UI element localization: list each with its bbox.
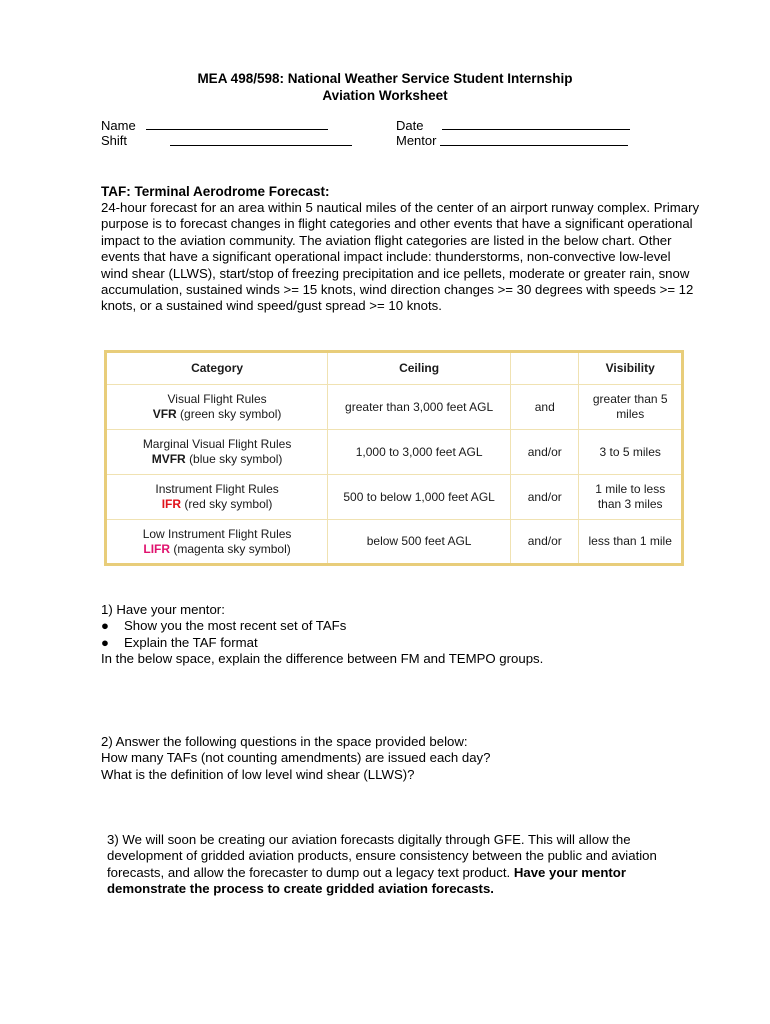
table-row-mvfr bbox=[106, 430, 683, 475]
bullet-icon: ● bbox=[101, 618, 109, 634]
q2-line-2: How many TAFs (not counting amendments) are issued each day? bbox=[101, 750, 491, 766]
q2-line-3: What is the definition of low level wind shear (LLWS)? bbox=[101, 766, 415, 782]
ceiling-cell: 1,000 to 3,000 feet AGL bbox=[328, 430, 511, 475]
ceiling-cell: greater than 3,000 feet AGL bbox=[328, 385, 511, 430]
header-category: Category bbox=[106, 352, 328, 385]
visibility-cell bbox=[579, 385, 683, 430]
ceiling-cell: below 500 feet AGL bbox=[328, 520, 511, 565]
bullet-icon: ● bbox=[101, 634, 109, 650]
category-cell bbox=[106, 475, 328, 520]
category-abbr: IFR bbox=[161, 497, 182, 511]
visibility-value: greater than 5 miles bbox=[592, 392, 668, 421]
title-line-1: MEA 498/598: National Weather Service Student Internship bbox=[197, 71, 573, 86]
category-name: Low Instrument Flight Rules bbox=[142, 526, 292, 541]
question-3 bbox=[107, 832, 687, 898]
q3-text: 3) We will soon be creating our aviation forecasts digitally through GFE. This will allow the development of gridded aviation products, ensure consistency between the public and aviation forecasts, and allow the forecaster to dump out a legacy text product. bbox=[107, 832, 657, 880]
visibility-cell bbox=[579, 475, 683, 520]
q2-intro: 2) Answer the following questions in the space provided below: bbox=[101, 734, 468, 749]
taf-heading: TAF: Terminal Aerodrome Forecast: bbox=[101, 184, 330, 199]
category-symbol: (green sky symbol) bbox=[180, 407, 282, 421]
date-label: Date bbox=[396, 118, 424, 133]
taf-description: 24-hour forecast for an area within 5 nautical miles of the center of an airport runway complex. Primary purpose is to forecast changes in flight categories and other events that have a significant operational impact to the aviation community. The aviation flight categories are listed in the below chart. Other events that have a significant operational impact include: thunderstorms, non-convective low-level wind shear (LLWS), start/stop of freezing precipitation and ice pellets, moderate or greater rain, snow accumulation, sustained winds >= 15 knots, wind direction changes >= 30 degrees with speeds >= 12 knots, or a sustained wind speed/gust spread >= 10 knots. bbox=[101, 200, 700, 314]
question-1 bbox=[101, 602, 543, 668]
shift-field-line[interactable] bbox=[170, 145, 352, 146]
table-row-vfr bbox=[106, 385, 683, 430]
bullet-text: Explain the TAF format bbox=[124, 634, 258, 650]
conjunction-cell: and/or bbox=[511, 430, 579, 475]
category-abbr: VFR bbox=[152, 407, 177, 421]
category-name: Instrument Flight Rules bbox=[155, 482, 279, 496]
bullet-text: Show you the most recent set of TAFs bbox=[124, 618, 347, 634]
name-field-line[interactable] bbox=[146, 129, 328, 130]
name-label: Name bbox=[101, 118, 136, 133]
conjunction-cell: and bbox=[511, 385, 579, 430]
category-symbol: (red sky symbol) bbox=[184, 497, 273, 511]
shift-label: Shift bbox=[101, 133, 128, 148]
visibility-value: 1 mile to less than 3 miles bbox=[595, 482, 666, 511]
conjunction-cell: and/or bbox=[511, 520, 579, 565]
q1-prompt: In the below space, explain the difference between FM and TEMPO groups. bbox=[101, 651, 544, 667]
q3-bold-text: Have your mentor demonstrate the process to create gridded aviation forecasts. bbox=[107, 864, 626, 897]
conjunction-cell: and/or bbox=[511, 475, 579, 520]
category-cell bbox=[106, 430, 328, 475]
question-2 bbox=[101, 734, 490, 783]
q1-intro: 1) Have your mentor: bbox=[101, 602, 225, 617]
list-item bbox=[101, 635, 543, 651]
category-cell bbox=[106, 385, 328, 430]
table-header-row bbox=[106, 352, 683, 385]
category-symbol: (blue sky symbol) bbox=[189, 452, 283, 466]
header-visibility: Visibility bbox=[579, 352, 683, 385]
category-symbol: (magenta sky symbol) bbox=[173, 541, 291, 556]
visibility-cell: less than 1 mile bbox=[579, 520, 683, 565]
category-abbr: MVFR bbox=[151, 452, 186, 466]
date-field-line[interactable] bbox=[442, 129, 630, 130]
category-name: Marginal Visual Flight Rules bbox=[142, 437, 292, 451]
table-row-lifr bbox=[106, 520, 683, 565]
mentor-field-line[interactable] bbox=[440, 145, 628, 146]
header-conjunction bbox=[511, 352, 579, 385]
visibility-cell: 3 to 5 miles bbox=[579, 430, 683, 475]
worksheet-title bbox=[0, 70, 770, 104]
flight-category-table bbox=[104, 350, 684, 566]
mentor-label: Mentor bbox=[396, 133, 437, 148]
list-item bbox=[101, 618, 543, 634]
category-name: Visual Flight Rules bbox=[167, 392, 267, 406]
ceiling-cell: 500 to below 1,000 feet AGL bbox=[328, 475, 511, 520]
table-row-ifr bbox=[106, 475, 683, 520]
title-line-2: Aviation Worksheet bbox=[322, 88, 448, 103]
category-cell bbox=[106, 520, 328, 565]
header-ceiling: Ceiling bbox=[328, 352, 511, 385]
category-abbr: LIFR bbox=[143, 541, 171, 556]
